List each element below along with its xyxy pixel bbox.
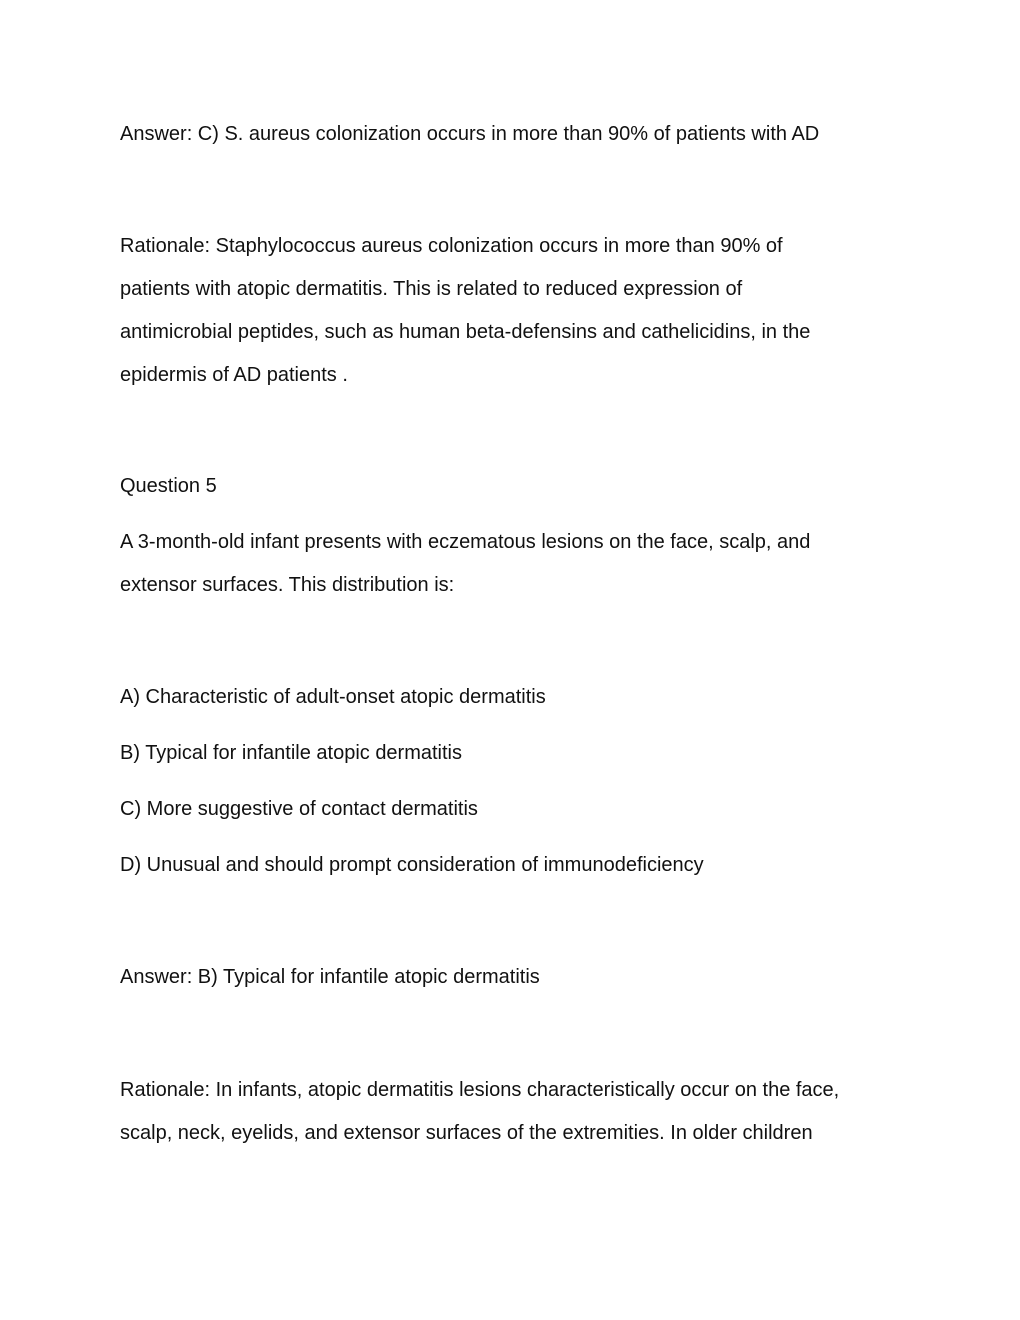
question-stem-line: extensor surfaces. This distribution is: xyxy=(120,574,455,596)
option-d: D) Unusual and should prompt consideration of immunodeficiency xyxy=(120,854,704,876)
question-stem-line: A 3-month-old infant presents with eczematous lesions on the face, scalp, and xyxy=(120,531,811,553)
rationale-line: patients with atopic dermatitis. This is related to reduced expression of xyxy=(120,278,743,300)
rationale-line: Rationale: Staphylococcus aureus colonization occurs in more than 90% of xyxy=(120,235,783,257)
rationale-line: scalp, neck, eyelids, and extensor surfaces of the extremities. In older children xyxy=(120,1122,813,1144)
option-b: B) Typical for infantile atopic dermatitis xyxy=(120,742,463,764)
rationale-line: epidermis of AD patients . xyxy=(120,364,348,386)
option-a: A) Characteristic of adult-onset atopic dermatitis xyxy=(120,686,546,708)
question-heading: Question 5 xyxy=(120,475,217,497)
answer-text: Answer: B) Typical for infantile atopic dermatitis xyxy=(120,966,540,988)
answer-text: Answer: C) S. aureus colonization occurs in more than 90% of patients with AD xyxy=(120,123,820,145)
option-c: C) More suggestive of contact dermatitis xyxy=(120,798,478,820)
rationale-line: antimicrobial peptides, such as human beta-defensins and cathelicidins, in the xyxy=(120,321,811,343)
rationale-line: Rationale: In infants, atopic dermatitis lesions characteristically occur on the face, xyxy=(120,1079,840,1101)
